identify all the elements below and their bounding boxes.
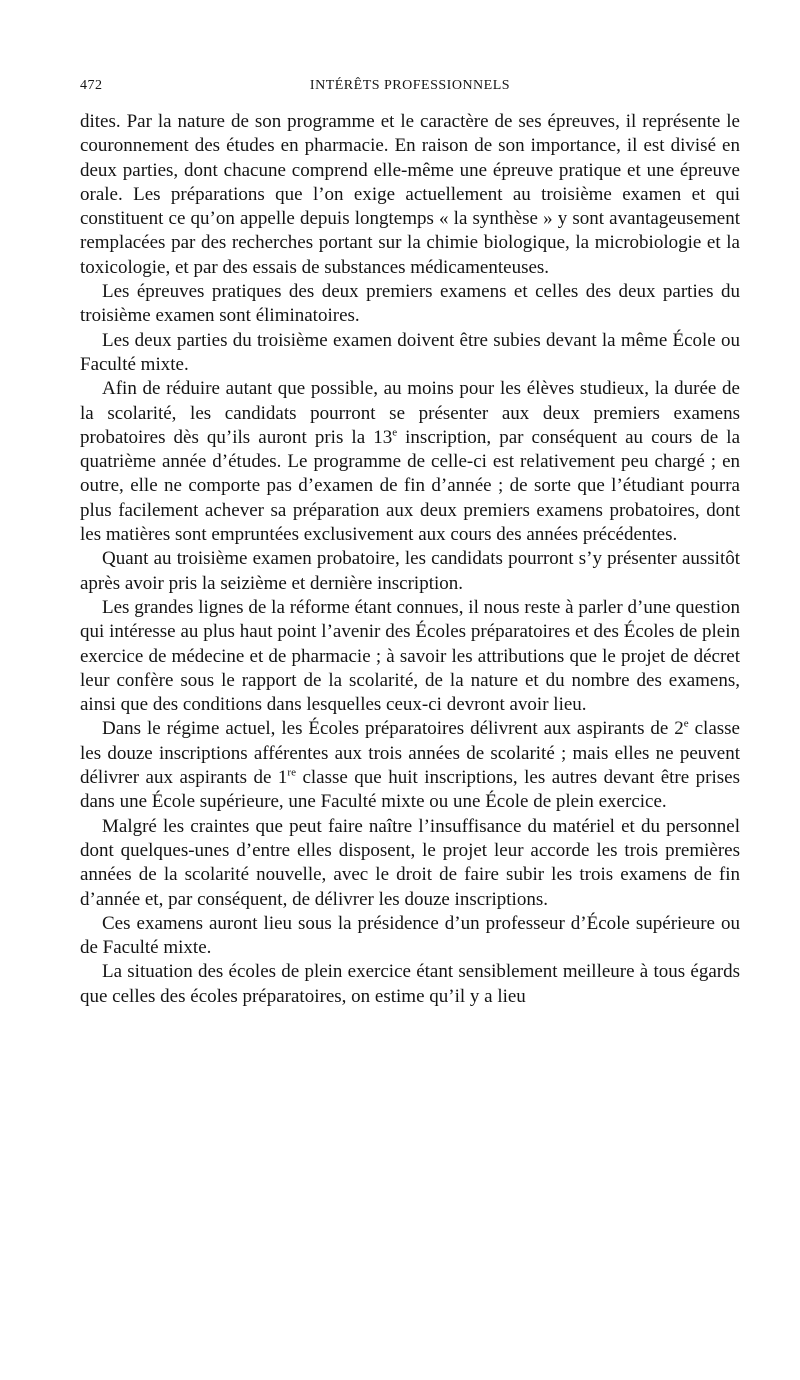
paragraph-5: Quant au troisième examen probatoire, les candidats pourront s’y présenter aussitôt après avoir pris la seizième et dernière inscription.	[80, 548, 740, 594]
body-text	[80, 110, 740, 1009]
paragraph-3: Les deux parties du troisième examen doivent être subies devant la même École ou Faculté mixte.	[80, 329, 740, 375]
paragraph-7	[80, 717, 740, 814]
page-header	[80, 78, 740, 98]
paragraph-4-text-b: inscription, par conséquent au cours de la quatrième année d’études. Le programme de celle-ci est relativement peu chargé ; en outre, elle ne comporte pas d’examen de fin d’année ; de sorte que l’étudiant pourra plus facilement achever sa préparation aux deux premiers examens probatoires, dont les matières sont empruntées exclusivement aux cours des années précédentes.	[80, 426, 740, 546]
paragraph-2: Les épreuves pratiques des deux premiers examens et celles des deux parties du troisième examen sont éliminatoires.	[80, 281, 740, 327]
paragraph-9: Ces examens auront lieu sous la présidence d’un professeur d’École supérieure ou de Faculté mixte.	[80, 912, 740, 959]
ordinal-superscript: re	[287, 766, 296, 779]
paragraph-7-text-b: classe les douze inscriptions afférentes aux trois années de scolarité ; mais elles ne peuvent délivrer aux aspirants de 1	[80, 718, 740, 789]
ordinal-superscript: e	[683, 718, 689, 731]
paragraph-7-text-a: Dans le régime actuel, les Écoles préparatoires délivrent aux aspirants de 2	[102, 718, 684, 740]
paragraph-1: dites. Par la nature de son programme et le caractère de ses épreuves, il représente le couronnement des études en pharmacie. En raison de son importance, il est divisé en deux parties, dont chacune comprend elle-même une épreuve pratique et une épreuve orale. Les préparations que l’on exige actuellement au troisième examen et qui constituent ce qu’on appelle depuis longtemps « la synthèse » y sont avantageusement remplacées par des recherches portant sur la chimie biologique, la microbiologie et la toxicologie, et par des essais de substances médicamenteuses.	[80, 111, 740, 278]
paragraph-10: La situation des écoles de plein exercice étant sensiblement meilleure à tous égards que celles des écoles préparatoires, on estime qu’il y a lieu	[80, 961, 740, 1007]
page-number: 472	[80, 78, 103, 93]
paragraph-4-text-a: Afin de réduire autant que possible, au moins pour les élèves studieux, la durée de la scolarité, les candidats pourront se présenter aux deux premiers examens probatoires dès qu’ils auront pris la 13	[80, 378, 740, 448]
paragraph-7-text-c: classe que huit inscriptions, les autres devant être prises dans une École supérieure, une Faculté mixte ou une École de plein exercice.	[80, 767, 741, 813]
paragraph-6: Les grandes lignes de la réforme étant connues, il nous reste à parler d’une question qui intéresse au plus haut point l’avenir des Écoles préparatoires et des Écoles de plein exercice de médecine et de pharmacie ; à savoir les attributions que le projet de décret leur confère sous le rapport de la scolarité, de la nature et du nombre des examens, ainsi que des conditions dans lesquelles ceux-ci devront avoir lieu.	[80, 596, 740, 716]
paragraph-8: Malgré les craintes que peut faire naître l’insuffisance du matériel et du personnel dont quelques-unes d’entre elles disposent, le projet leur accorde les trois premières années de la scolarité nouvelle, avec le droit de faire subir les trois examens de fin d’année et, par conséquent, de délivrer les douze inscriptions.	[80, 815, 740, 910]
paragraph-4	[80, 377, 740, 547]
running-head: INTÉRÊTS PROFESSIONNELS	[309, 78, 511, 93]
ordinal-superscript: e	[392, 426, 398, 439]
